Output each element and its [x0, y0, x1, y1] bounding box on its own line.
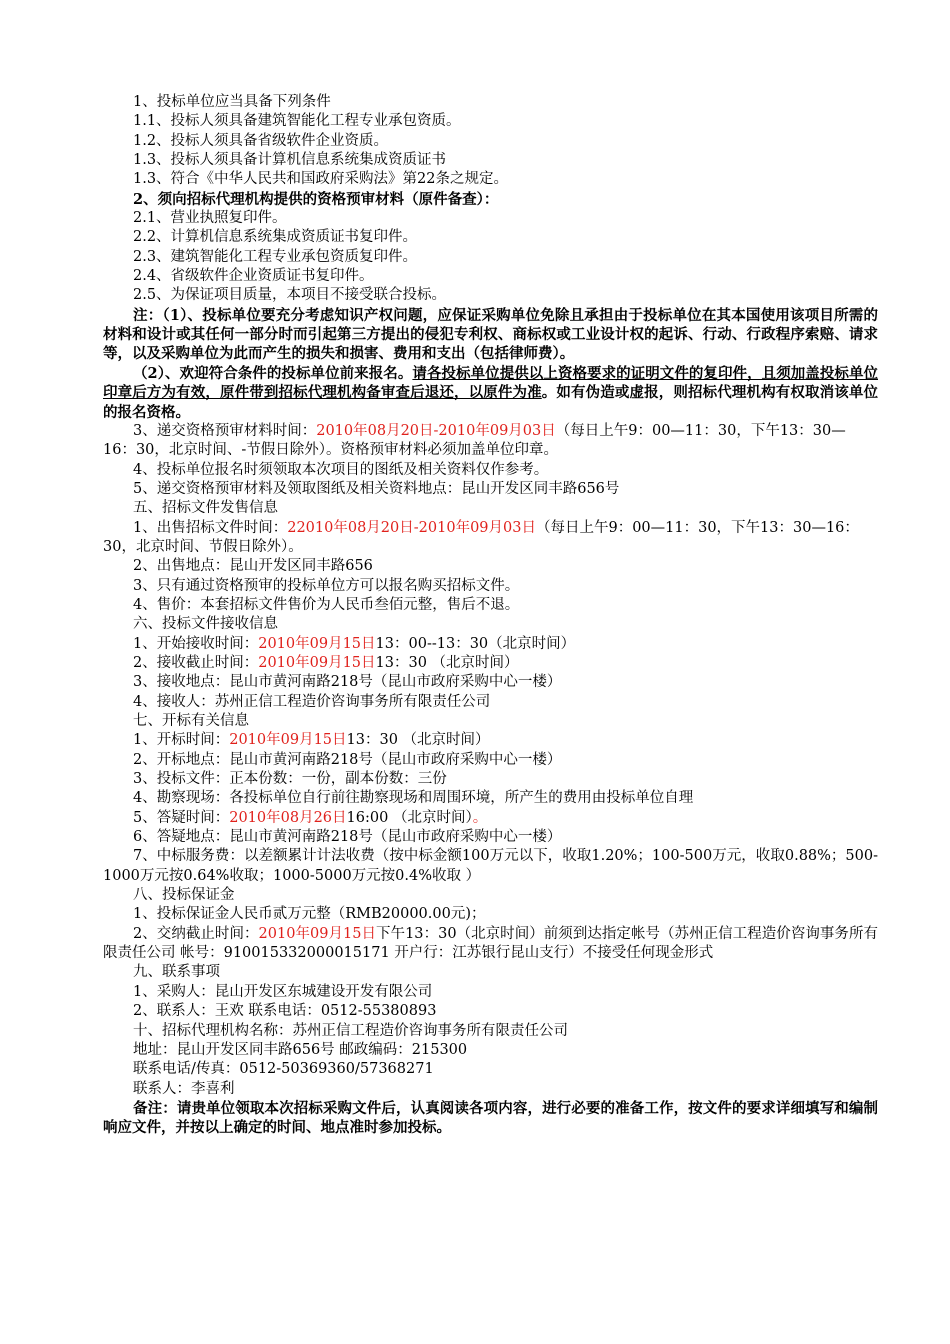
section-8-item-2-label: 2、交纳截止时间：	[133, 925, 259, 942]
section-6-item-4: 4、接收人：苏州正信工程造价咨询事务所有限责任公司	[133, 693, 491, 710]
section-7-item-1	[103, 731, 878, 750]
section-7-item-5-date: 2010年08月26日	[229, 809, 347, 826]
section-5-title: 五、招标文件发售信息	[133, 500, 278, 517]
section-6-item-2-label: 2、接收截止时间：	[133, 654, 259, 671]
section-6-item-1-date: 2010年09月15日	[258, 635, 376, 652]
note-registration	[103, 364, 878, 422]
section-7-item-6: 6、答疑地点：昆山市黄河南路218号（昆山市政府采购中心一楼）	[133, 829, 562, 846]
item-3-submission-time	[103, 422, 878, 461]
section-7-item-1-date: 2010年09月15日	[229, 732, 347, 749]
section-7-item-3: 3、投标文件：正本份数：一份，副本份数：三份	[133, 771, 447, 788]
material-2-4: 2.4、省级软件企业资质证书复印件。	[133, 268, 374, 285]
material-2-1: 2.1、营业执照复印件。	[133, 210, 287, 227]
section-6-item-2-time: 13：30 （北京时间）	[375, 654, 519, 671]
material-2-3: 2.3、建筑智能化工程专业承包资质复印件。	[133, 248, 418, 265]
condition-1-2: 1.2、投标人须具备省级软件企业资质。	[133, 132, 389, 149]
material-2-2: 2.2、计算机信息系统集成资质证书复印件。	[133, 229, 418, 246]
materials-heading: 2、须向招标代理机构提供的资格预审材料（原件备查）：	[133, 190, 499, 208]
section-5-item-3: 3、只有通过资格预审的投标单位方可以报名购买招标文件。	[133, 577, 520, 594]
section-7-item-4: 4、勘察现场：各投标单位自行前往勘察现场和周围环境，所产生的费用由投标单位自理	[133, 790, 694, 807]
section-5-item-2: 2、出售地点：昆山开发区同丰路656	[133, 558, 373, 575]
section-9-item-2: 2、联系人：王欢 联系电话：0512-55380893	[133, 1003, 437, 1020]
section-6-item-2-date: 2010年09月15日	[258, 654, 376, 671]
section-6-item-3: 3、接收地点：昆山市黄河南路218号（昆山市政府采购中心一楼）	[133, 674, 562, 691]
section-7-item-5-period: 。	[472, 809, 488, 826]
remark: 备注：请贵单位领取本次招标采购文件后，认真阅读各项内容，进行必要的准备工作，按文件的要求详细填写和编制响应文件，并按以上确定的时间、地点准时参加投标。	[103, 1099, 878, 1137]
section-7-item-5-time: 16:00 （北京时间）	[346, 809, 473, 826]
section-10-title: 十、招标代理机构名称：苏州正信工程造价咨询事务所有限责任公司	[133, 1022, 568, 1039]
agency-contact: 联系人：李喜利	[133, 1080, 235, 1097]
agency-address: 地址：昆山开发区同丰路656号 邮政编码：215300	[133, 1041, 468, 1058]
section-8-item-2-detail: 下午13：30（北京时间）前须到达指定帐号（苏州正信工程造价咨询事务所有限责任公司 帐号：910015332000015171 开户行：江苏银行昆山支行）不接受任何现金形式	[103, 925, 878, 962]
section-8-item-2	[103, 925, 878, 964]
section-7-item-1-time: 13：30 （北京时间）	[346, 732, 490, 749]
item-5-location: 5、递交资格预审材料及领取图纸及相关资料地点：昆山开发区同丰路656号	[133, 480, 620, 497]
condition-heading: 1、投标单位应当具备下列条件	[133, 94, 331, 110]
agency-phone: 联系电话/传真：0512-50369360/57368271	[133, 1061, 434, 1078]
item-3-date: 2010年08月20日-2010年09月03日	[316, 422, 556, 439]
section-6-item-1-time: 13：00--13：30（北京时间）	[375, 635, 576, 652]
section-6-title: 六、投标文件接收信息	[133, 616, 278, 633]
note-registration-underlined: 请各投标单位提供以上资格要求的证明文件的复印件，且须加盖投标单位印章后方为有效，原件带到招标代理机构备审查后退还，以原件为准	[103, 364, 879, 402]
section-7-item-1-label: 1、开标时间：	[133, 732, 230, 749]
section-5-item-1	[103, 519, 878, 558]
section-5-item-1-detail: （每日上午9：00—11：30，下午13：30—16：30，北京时间、节假日除外）。	[103, 519, 859, 555]
condition-1-3b: 1.3、符合《中华人民共和国政府采购法》第22条之规定。	[133, 171, 509, 188]
section-8-item-2-date: 2010年09月15日	[258, 925, 377, 942]
section-6-item-1	[103, 635, 878, 654]
note-registration-tail: 。如有伪造或虚报，则招标代理机构有权取消该单位的报名资格。	[103, 384, 878, 421]
section-5-item-1-date: 22010年08月20日-2010年09月03日	[287, 519, 536, 536]
section-7-item-5	[103, 809, 878, 828]
item-3-label: 3、递交资格预审材料时间：	[133, 422, 317, 439]
item-4-drawings: 4、投标单位报名时须领取本次项目的图纸及相关资料仅作参考。	[133, 461, 549, 478]
section-7-item-5-label: 5、答疑时间：	[133, 809, 230, 826]
section-6-item-1-label: 1、开始接收时间：	[133, 635, 259, 652]
section-7-item-7: 7、中标服务费：以差额累计计法收费（按中标金额100万元以下，收取1.20%；100-500万元，收取0.88%；500-1000万元按0.64%收取；1000-5000万元按0.4%收取 ）	[103, 848, 878, 884]
section-9-item-1: 1、采购人：昆山开发区东城建设开发有限公司	[133, 983, 433, 1000]
condition-1-1: 1.1、投标人须具备建筑智能化工程专业承包资质。	[133, 113, 461, 130]
note-ip: 注：（1）、投标单位要充分考虑知识产权问题，应保证采购单位免除且承担由于投标单位在其本国使用该项目所需的材料和设计或其任何一部分时而引起第三方提出的侵犯专利权、商标权或工业设计权的起诉、行动、行政程序索赔、请求等，以及采购单位为此而产生的损失和损害、费用和支出（包括律师费）。	[103, 306, 878, 363]
section-7-title: 七、开标有关信息	[133, 713, 249, 729]
section-7-item-2: 2、开标地点：昆山市黄河南路218号（昆山市政府采购中心一楼）	[133, 751, 562, 768]
material-2-5: 2.5、为保证项目质量，本项目不接受联合投标。	[133, 287, 447, 304]
note-registration-intro: （2）、欢迎符合条件的投标单位前来报名。	[133, 364, 413, 382]
section-5-item-4: 4、售价：本套招标文件售价为人民币叁佰元整，售后不退。	[133, 596, 520, 613]
section-9-title: 九、联系事项	[133, 964, 220, 981]
item-3-detail: （每日上午9：00—11：30，下午13：30—16：30，北京时间、-节假日除外）。资格预审材料必须加盖单位印章。	[103, 422, 846, 459]
document-body	[103, 93, 878, 1138]
section-8-item-1: 1、投标保证金人民币贰万元整（RMB20000.00元)；	[133, 906, 486, 923]
section-8-title: 八、投标保证金	[133, 887, 235, 904]
condition-1-3a: 1.3、投标人须具备计算机信息系统集成资质证书	[133, 152, 447, 169]
section-6-item-2	[103, 654, 878, 673]
section-5-item-1-label: 1、出售招标文件时间：	[133, 519, 288, 536]
